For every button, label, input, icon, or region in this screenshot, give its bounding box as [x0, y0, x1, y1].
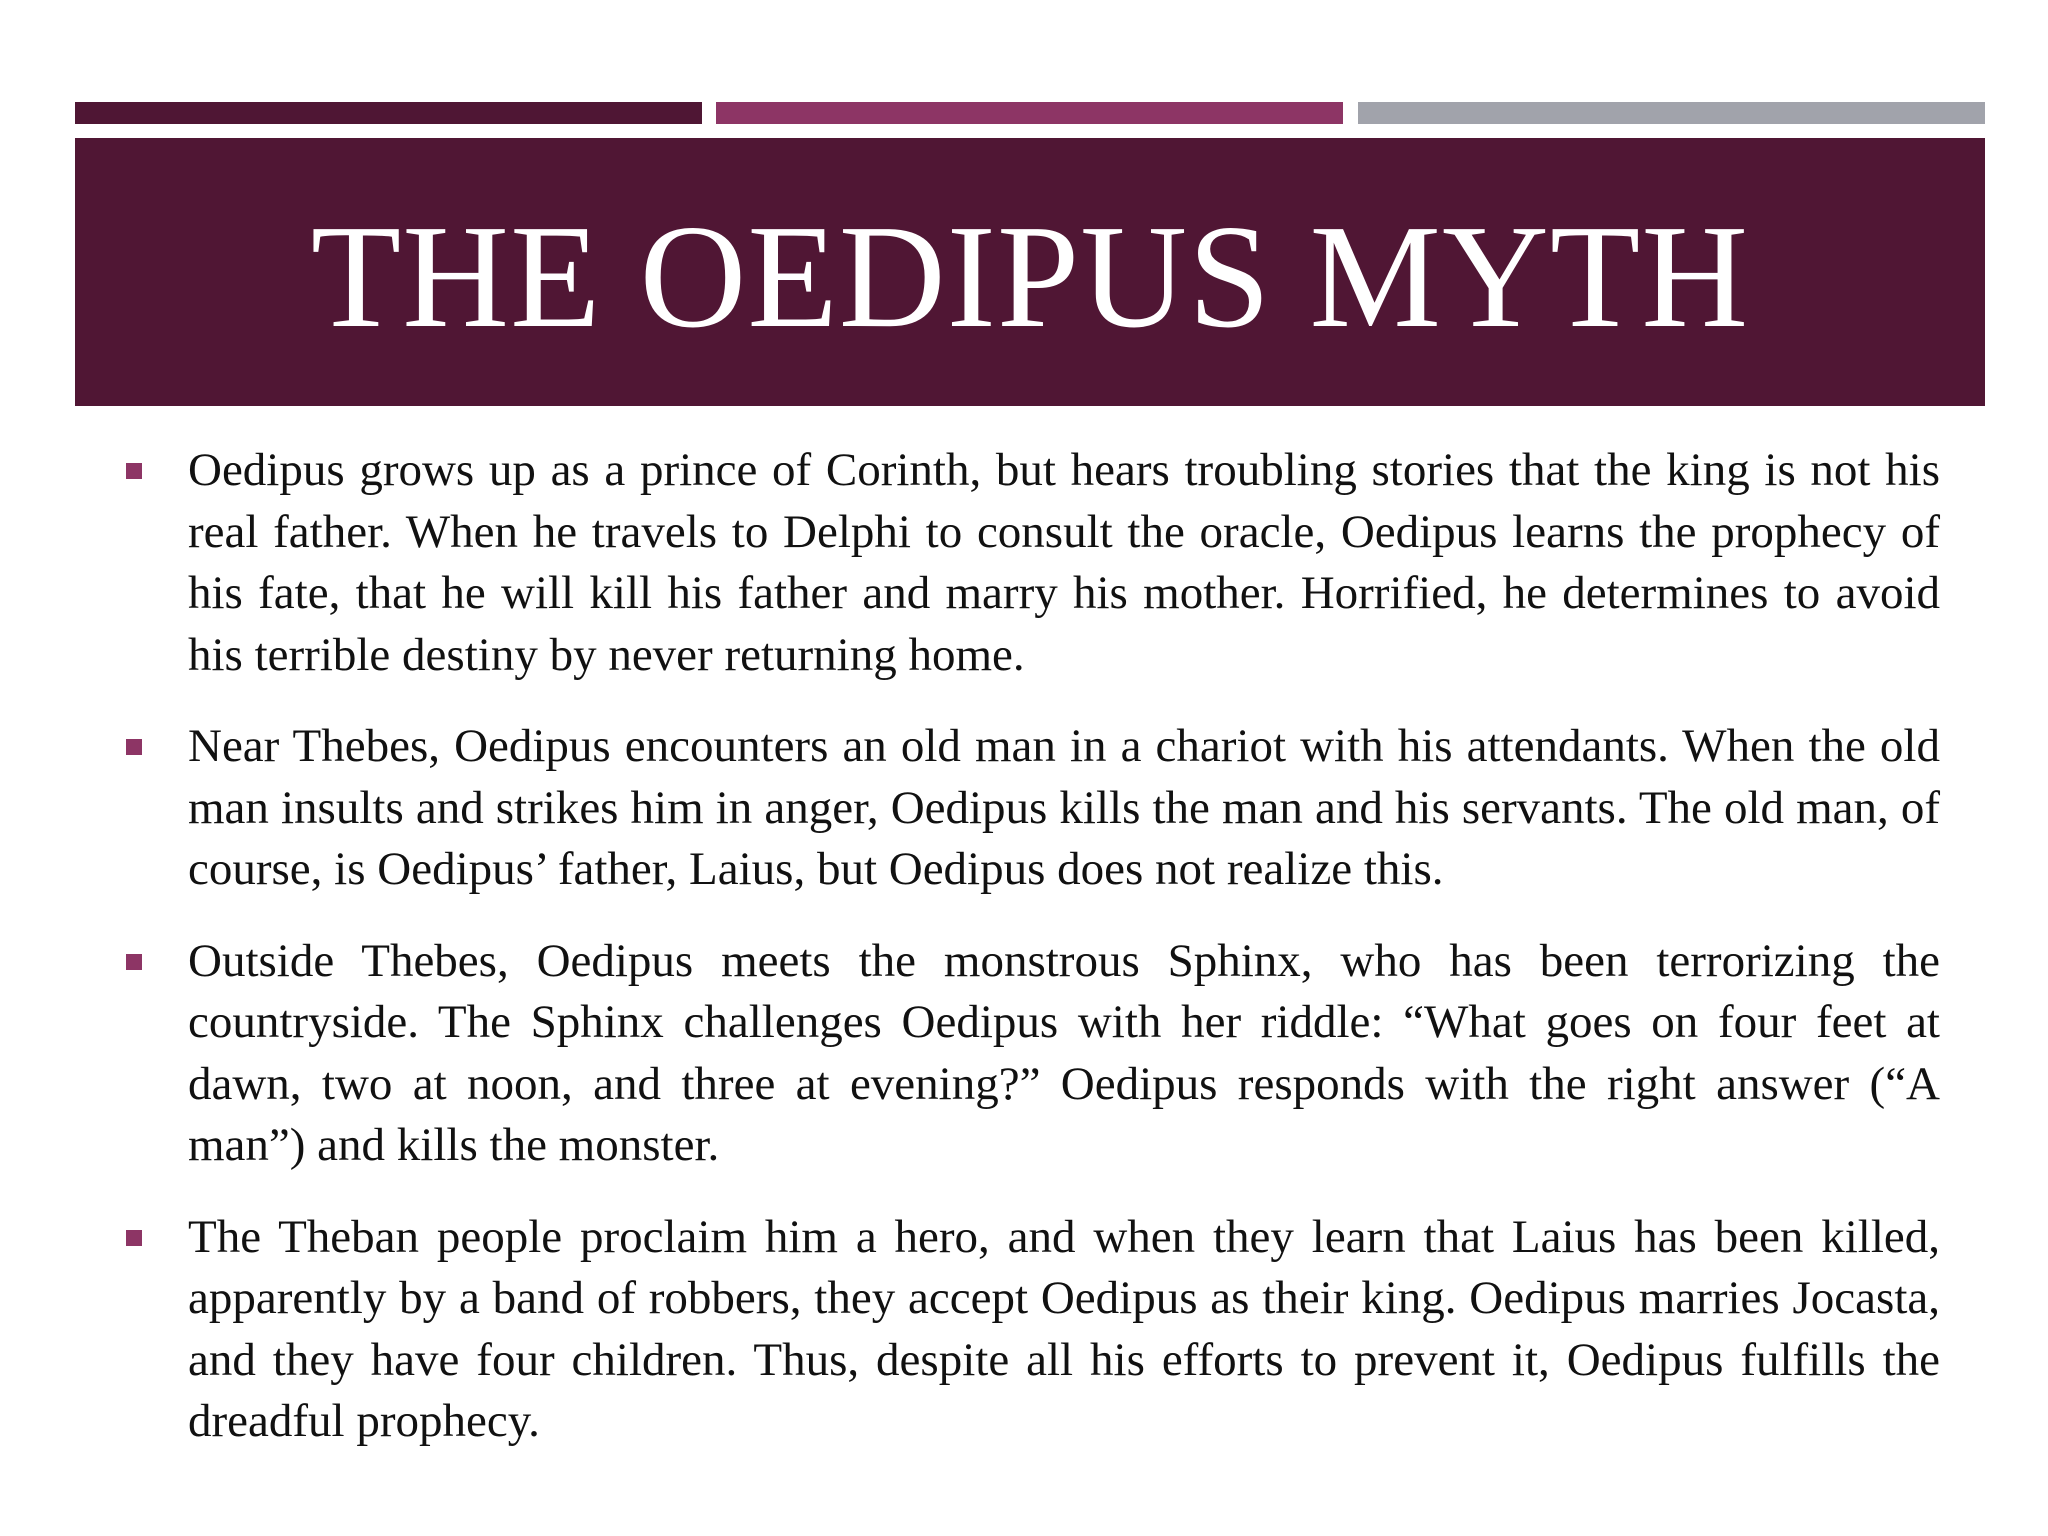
accent-bar-magenta	[716, 102, 1343, 124]
bullet-text: Oedipus grows up as a prince of Corinth, but hears troubling stories that the king is not his real father. When he travels to Delphi to consult the oracle, Oedipus learns the prophecy of his fate, that he will kill his father and marry his mother. Horrified, he determines to avoid his terrible destiny by never returning home.	[188, 444, 1940, 681]
accent-bar-dark	[75, 102, 702, 124]
bullet-item	[120, 931, 1940, 1177]
square-bullet-icon	[126, 1230, 142, 1246]
square-bullet-icon	[126, 463, 142, 479]
bullet-item	[120, 440, 1940, 686]
slide-title: THE OEDIPUS MYTH	[310, 195, 1750, 359]
bullet-item	[120, 716, 1940, 901]
title-band	[75, 138, 1985, 406]
square-bullet-icon	[126, 954, 142, 970]
accent-bar-gray	[1358, 102, 1985, 124]
bullet-text: The Theban people proclaim him a hero, and when they learn that Laius has been killed, apparently by a band of robbers, they accept Oedipus as their king. Oedipus marries Jocasta, and they have four children. Thus, despite all his efforts to prevent it, Oedipus fulfills the dreadful prophecy.	[188, 1210, 1940, 1447]
square-bullet-icon	[126, 739, 142, 755]
bullet-text: Outside Thebes, Oedipus meets the monstrous Sphinx, who has been terrorizing the countryside. The Sphinx challenges Oedipus with her riddle: “What goes on four feet at dawn, two at noon, and three at evening?” Oedipus responds with the right answer (“A man”) and kills the monster.	[188, 934, 1940, 1171]
bullet-item	[120, 1207, 1940, 1453]
bullet-text: Near Thebes, Oedipus encounters an old man in a chariot with his attendants. When the old man insults and strikes him in anger, Oedipus kills the man and his servants. The old man, of course, is Oedipus’ father, Laius, but Oedipus does not realize this.	[188, 720, 1940, 895]
bullet-list	[120, 440, 1940, 1483]
